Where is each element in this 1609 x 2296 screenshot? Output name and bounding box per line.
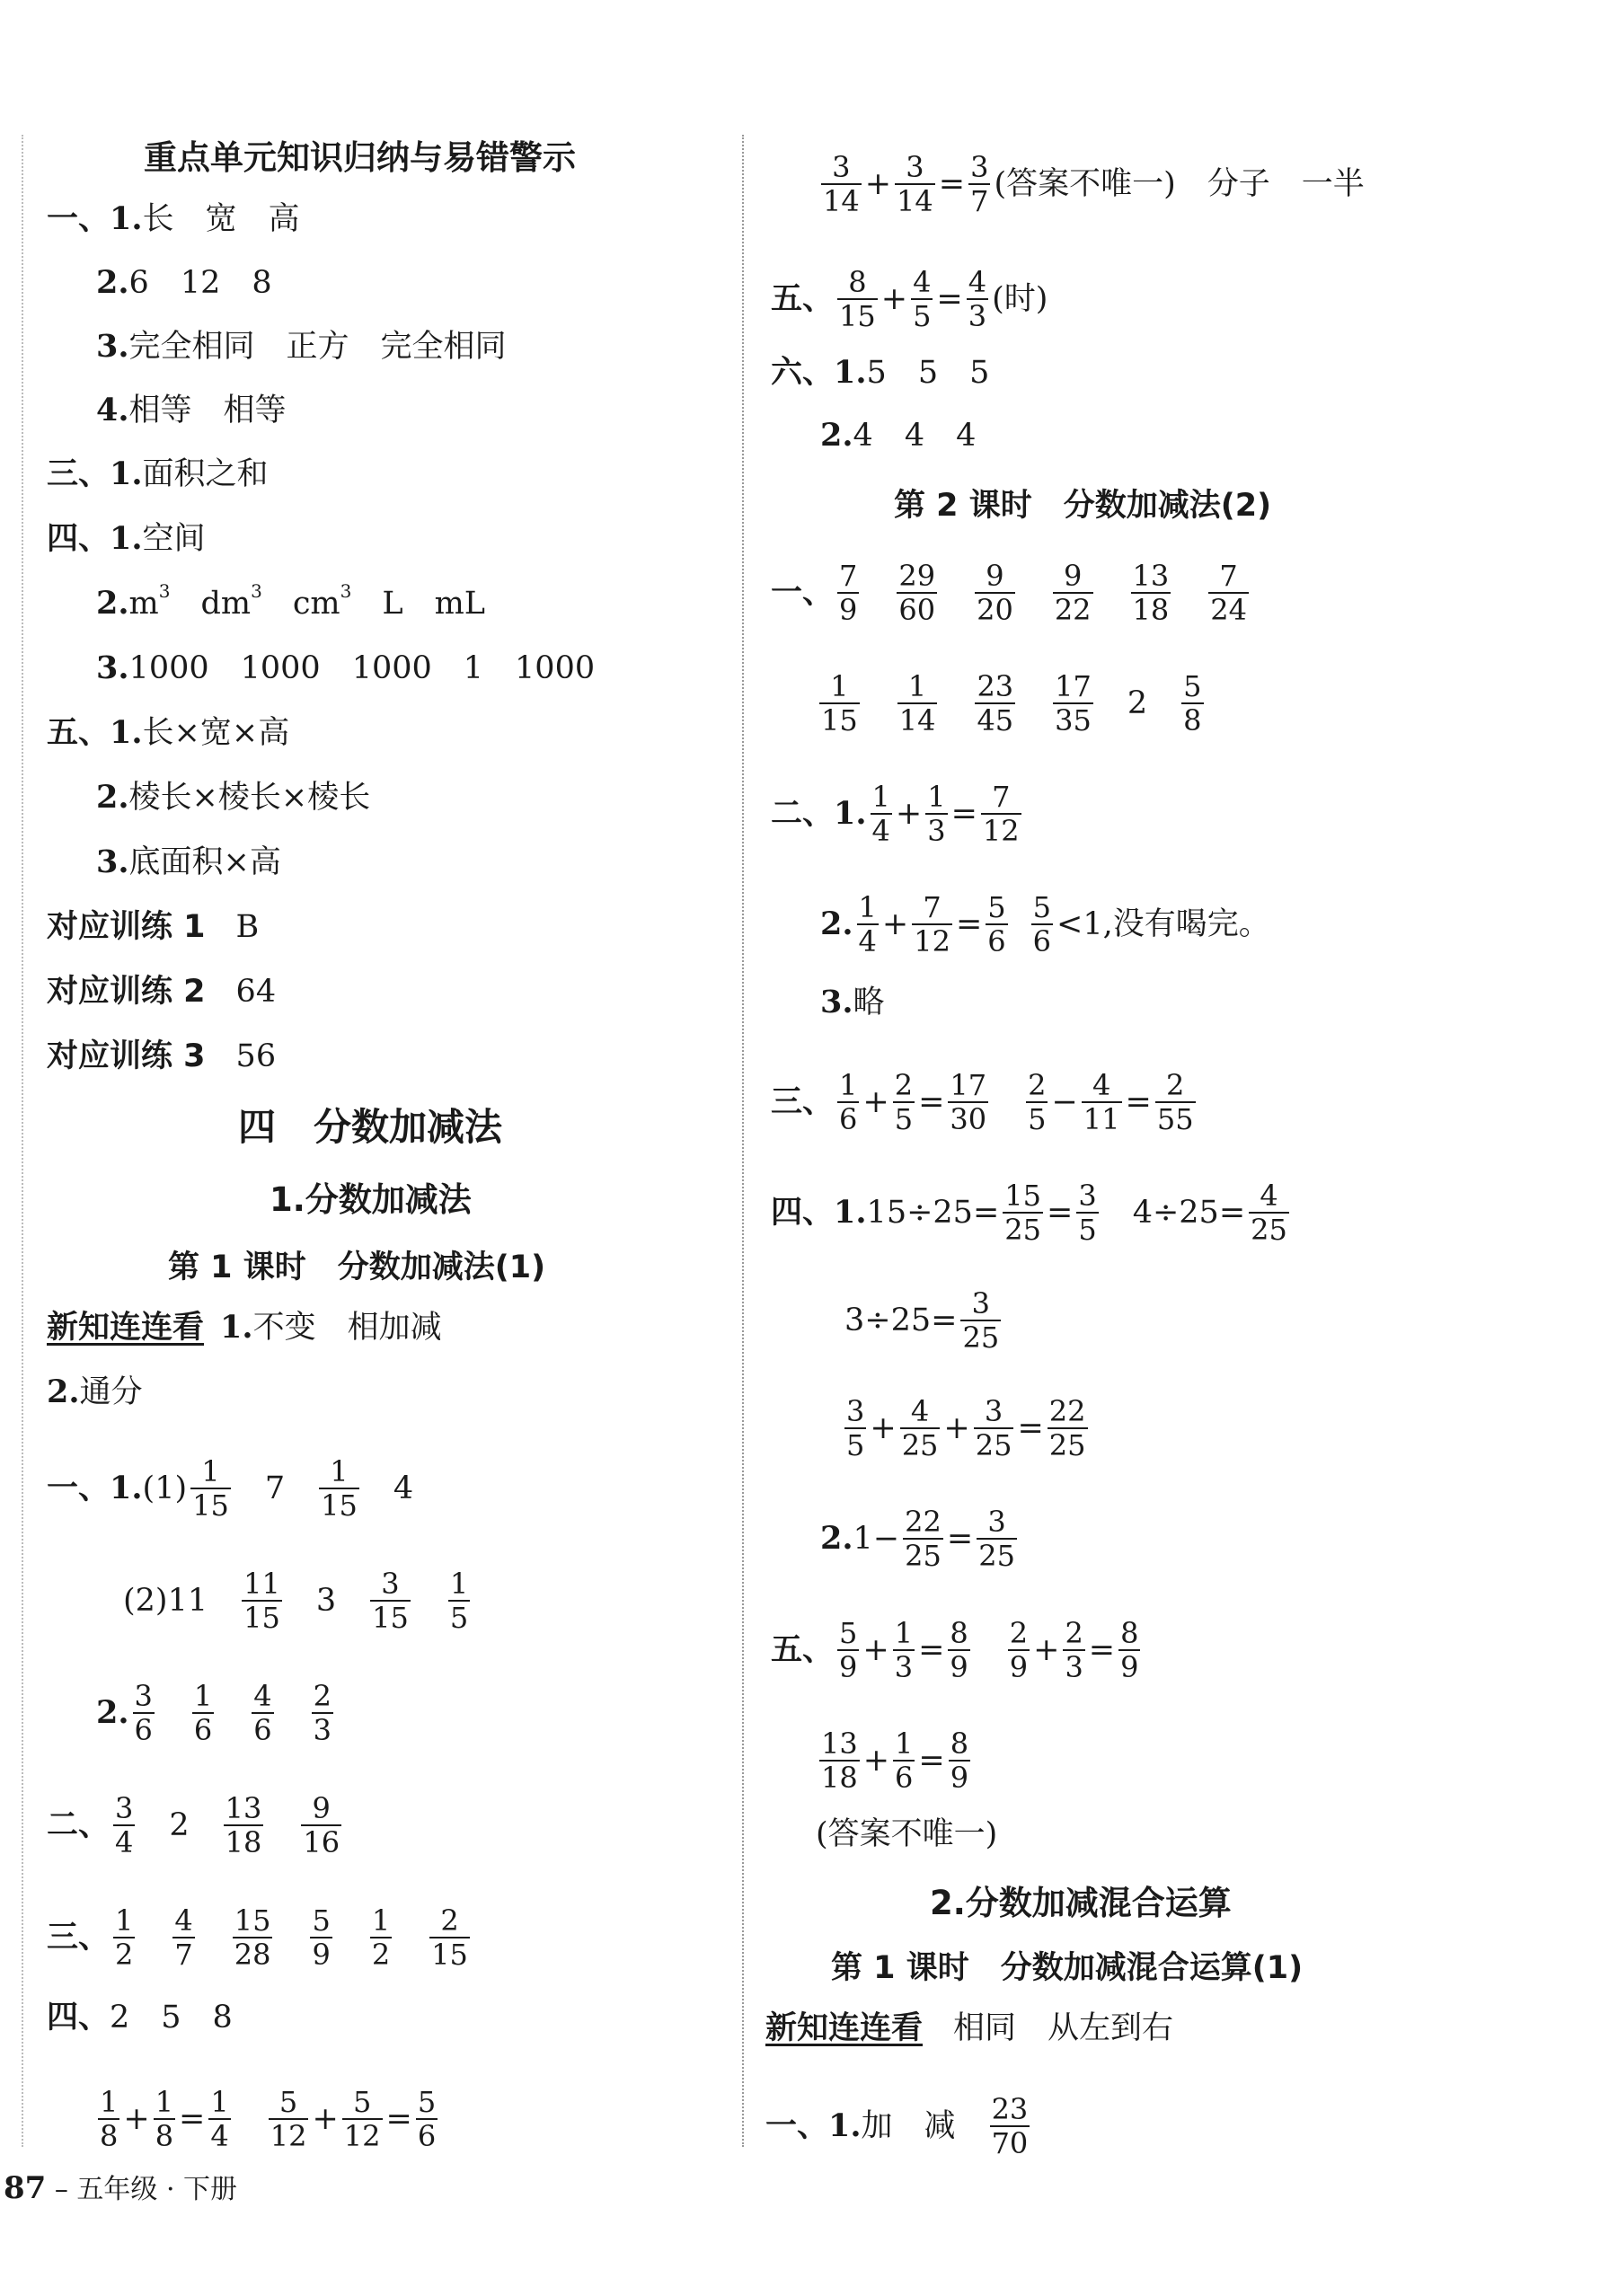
denominator: 8 xyxy=(100,2119,119,2153)
denominator: 14 xyxy=(897,184,933,218)
numerator: 7 xyxy=(923,890,942,924)
numerator: 3 xyxy=(906,150,924,184)
fraction xyxy=(1208,560,1249,626)
numerator: 23 xyxy=(977,669,1014,703)
answer-line-fractions: 一、1. 加 减 $\frac{23}{70}$ xyxy=(765,2092,1029,2160)
answer-line-units: 2. m 3 dm 3 cm 3 L mL xyxy=(96,580,486,622)
denominator: 25 xyxy=(1048,1428,1086,1462)
denominator: 22 xyxy=(1054,593,1092,627)
numerator: 8 xyxy=(950,1726,969,1761)
numerator: 1 xyxy=(155,2085,174,2119)
fraction xyxy=(370,1567,411,1634)
denominator: 15 xyxy=(431,1938,468,1972)
numerator: 3 xyxy=(134,1679,153,1713)
fraction xyxy=(154,2086,175,2152)
fraction xyxy=(310,1904,332,1971)
fraction xyxy=(837,560,859,626)
fraction xyxy=(1181,670,1203,737)
fraction xyxy=(960,1287,1001,1354)
answer-line-fractions: 二、 $\frac{3}{4}$ 2 $\frac{13}{18}$ $\frac{9}{16}$ xyxy=(47,1791,340,1859)
fraction xyxy=(893,1727,915,1794)
denominator: 45 xyxy=(977,703,1014,737)
denominator: 14 xyxy=(823,184,860,218)
numerator: 2 xyxy=(1065,1616,1083,1650)
denominator: 30 xyxy=(950,1102,987,1136)
equation-line: 二、1. $\frac{1}{4}$ + $\frac{1}{3}$ = $\frac{7}{12}$ xyxy=(771,780,1020,848)
numerator: 2 xyxy=(894,1068,914,1102)
denominator: 5 xyxy=(846,1428,865,1462)
answer-line: 五、1. 长×宽×高 xyxy=(47,714,290,751)
numerator: 7 xyxy=(992,780,1011,814)
fraction xyxy=(1053,670,1093,737)
answer-line: 3. 底面积×高 xyxy=(96,843,281,880)
numerator: 2 xyxy=(440,1903,459,1938)
equation-line: 2. 1 − $\frac{22}{25}$ = $\frac{3}{25}$ xyxy=(820,1505,1015,1573)
denominator: 25 xyxy=(975,1428,1012,1462)
fraction xyxy=(370,1904,392,1971)
page-number: 87 xyxy=(4,2170,47,2206)
equation-line: 3÷25 = $\frac{3}{25}$ xyxy=(844,1286,1000,1355)
denominator: 6 xyxy=(193,1713,213,1747)
denominator: 4 xyxy=(871,814,890,848)
fraction xyxy=(974,1395,1014,1461)
equation-line: $\frac{1}{8}$ + $\frac{1}{8}$ = $\frac{1}{4}$ $\frac{5}{12}$ + $\frac{5}{12}$ = $\frac{5}{6}$ xyxy=(100,2085,437,2153)
fraction xyxy=(113,1904,135,1971)
numerator: 8 xyxy=(848,265,867,299)
training-answer: 对应训练 2 64 xyxy=(47,974,277,1010)
numerator: 5 xyxy=(1183,669,1202,703)
denominator: 5 xyxy=(894,1102,914,1136)
denominator: 9 xyxy=(312,1938,331,1972)
fraction xyxy=(897,670,938,737)
fraction xyxy=(133,1680,155,1746)
denominator: 25 xyxy=(1004,1213,1041,1247)
numerator: 9 xyxy=(986,559,1004,593)
fraction xyxy=(837,266,878,332)
denominator: 60 xyxy=(898,593,936,627)
denominator: 9 xyxy=(1009,1650,1029,1684)
denominator: 2 xyxy=(371,1938,391,1972)
fraction xyxy=(269,2086,309,2152)
denominator: 15 xyxy=(243,1601,280,1635)
equation-line: 五、 $\frac{8}{15}$ + $\frac{4}{5}$ = $\frac{4}{3}$ (时) xyxy=(771,265,1048,333)
denominator: 25 xyxy=(901,1428,939,1462)
answer-line: 3. 1000 1000 1000 1 1000 xyxy=(96,649,596,686)
denominator: 6 xyxy=(1032,924,1051,958)
denominator: 3 xyxy=(894,1650,914,1684)
fraction xyxy=(1118,1617,1140,1683)
fraction xyxy=(1131,560,1171,626)
numerator: 4 xyxy=(253,1679,272,1713)
numerator: 13 xyxy=(225,1791,262,1825)
fraction xyxy=(903,1506,943,1572)
fraction xyxy=(224,1792,264,1859)
column-divider xyxy=(742,135,744,2147)
denominator: 5 xyxy=(1078,1213,1097,1247)
fraction xyxy=(312,1680,333,1746)
fraction xyxy=(192,1680,214,1746)
denominator: 16 xyxy=(303,1825,340,1859)
fraction xyxy=(844,1395,866,1461)
fraction xyxy=(837,1617,859,1683)
denominator: 9 xyxy=(839,593,858,627)
numerator: 3 xyxy=(846,1394,865,1428)
fraction xyxy=(975,560,1015,626)
numerator: 9 xyxy=(312,1791,331,1825)
denominator: 18 xyxy=(1132,593,1170,627)
numerator: 3 xyxy=(971,1286,990,1320)
fraction xyxy=(319,1455,359,1522)
fraction xyxy=(871,781,892,847)
numerator: 3 xyxy=(970,150,989,184)
numerator: 13 xyxy=(1132,559,1170,593)
answer-line: 2. 4 4 4 xyxy=(820,417,977,454)
numerator: 17 xyxy=(950,1068,987,1102)
denominator: 14 xyxy=(898,703,936,737)
fraction xyxy=(416,2086,438,2152)
denominator: 6 xyxy=(417,2119,437,2153)
answer-line: 三、1. 面积之和 xyxy=(47,455,269,492)
fraction xyxy=(981,781,1021,847)
fraction xyxy=(172,1904,194,1971)
answer-line: 2. 6 12 8 xyxy=(96,264,272,301)
numerator: 4 xyxy=(913,265,932,299)
denominator: 28 xyxy=(234,1938,271,1972)
denominator: 5 xyxy=(449,1601,469,1635)
equation-line: $\frac{3}{14}$ + $\frac{3}{14}$ = $\frac{3}{7}$ (答案不唯一) 分子 一半 xyxy=(823,150,1365,218)
denominator: 3 xyxy=(927,814,946,848)
denominator: 20 xyxy=(977,593,1013,627)
denominator: 2 xyxy=(115,1938,134,1972)
numerator: 1 xyxy=(193,1679,213,1713)
equation-line: 五、 $\frac{5}{9}$ + $\frac{1}{3}$ = $\frac{8}{9}$ $\frac{2}{9}$ + $\frac{2}{3}$ = $\frac{8}{9}$ xyxy=(771,1616,1139,1684)
equation-line: 三、 $\frac{1}{6}$ + $\frac{2}{5}$ = $\frac{17}{30}$ $\frac{2}{5}$ − $\frac{4}{11}$ = $\frac{2}{55}$ xyxy=(771,1068,1194,1136)
fraction xyxy=(948,1617,969,1683)
denominator: 9 xyxy=(950,1761,969,1795)
numerator: 4 xyxy=(910,1394,930,1428)
fraction xyxy=(895,151,935,217)
answer-line-fractions: 三、 $\frac{1}{2}$ $\frac{4}{7}$ $\frac{15}{28}$ $\frac{5}{9}$ $\frac{1}{2}$ $\frac{2}{15}$ xyxy=(47,1903,468,1972)
numerator: 5 xyxy=(1032,890,1051,924)
fraction xyxy=(1076,1179,1098,1246)
denominator: 6 xyxy=(895,1761,914,1795)
numerator: 1 xyxy=(371,1903,391,1938)
fraction xyxy=(990,2093,1030,2159)
equation-line: $\frac{13}{18}$ + $\frac{1}{6}$ = $\frac{8}{9}$ xyxy=(821,1726,969,1795)
answer-line: 四、1. 空间 xyxy=(47,520,206,557)
answer-line: 一、1. 长 宽 高 xyxy=(47,200,300,237)
fraction xyxy=(1249,1179,1289,1246)
numerator: 1 xyxy=(871,780,890,814)
fraction xyxy=(1155,1069,1196,1135)
denominator: 12 xyxy=(982,814,1020,848)
lesson-title: 第 1 课时 分数加减法(1) xyxy=(168,1250,546,1285)
denominator: 6 xyxy=(987,924,1006,958)
fraction xyxy=(819,1727,860,1794)
numerator: 1 xyxy=(894,1616,914,1650)
numerator: 29 xyxy=(898,559,936,593)
denominator: 7 xyxy=(970,184,989,218)
fraction xyxy=(1082,1069,1122,1135)
answer-line: 六、1. 5 5 5 xyxy=(771,354,990,391)
denominator: 6 xyxy=(253,1713,272,1747)
section-title: 2.分数加减混合运算 xyxy=(930,1884,1232,1922)
answer-line: 3. 完全相同 正方 完全相同 xyxy=(96,328,507,365)
answer-line: 4. 相等 相等 xyxy=(96,392,287,428)
fraction xyxy=(233,1904,273,1971)
answer-line-fractions: (2)11 $\frac{11}{15}$ 3 $\frac{3}{15}$ $\frac{1}{5}$ xyxy=(123,1567,469,1635)
denominator: 25 xyxy=(1251,1213,1287,1247)
answer-line: 四、 2 5 8 xyxy=(47,1999,233,2035)
numerator: 3 xyxy=(832,150,851,184)
fraction xyxy=(342,2086,383,2152)
answer-line-fractions: 一、1. (1) $\frac{1}{15}$ 7 $\frac{1}{15}$ 4 xyxy=(47,1454,414,1523)
fraction xyxy=(925,781,947,847)
numerator: 3 xyxy=(381,1567,400,1601)
numerator: 3 xyxy=(984,1394,1003,1428)
numerator: 5 xyxy=(312,1903,331,1938)
fraction xyxy=(1031,891,1053,958)
numerator: 22 xyxy=(1048,1394,1086,1428)
numerator: 3 xyxy=(1078,1179,1097,1213)
fraction xyxy=(900,1395,941,1461)
summary-title: 重点单元知识归纳与易错警示 xyxy=(144,138,576,177)
fraction xyxy=(819,670,860,737)
denominator: 18 xyxy=(225,1825,262,1859)
numerator: 1 xyxy=(907,669,927,703)
denominator: 15 xyxy=(321,1488,358,1523)
fraction xyxy=(893,1617,915,1683)
fraction xyxy=(897,560,937,626)
numerator: 8 xyxy=(1120,1616,1139,1650)
fraction xyxy=(1048,1395,1088,1461)
denominator: 5 xyxy=(913,299,932,333)
numerator: 5 xyxy=(278,2085,298,2119)
fraction xyxy=(911,266,933,332)
fraction xyxy=(893,1069,915,1135)
section-title: 1.分数加减法 xyxy=(270,1180,472,1219)
answer-note: (答案不唯一) xyxy=(816,1816,998,1852)
fraction xyxy=(968,151,990,217)
denominator: 55 xyxy=(1156,1102,1194,1136)
fraction xyxy=(986,891,1007,958)
answer-line-fractions: 2. $\frac{3}{6}$ $\frac{1}{6}$ $\frac{4}{6}$ $\frac{2}{3}$ xyxy=(96,1679,332,1747)
training-answer: 对应训练 1 B xyxy=(47,909,260,945)
numerator: 3 xyxy=(987,1505,1006,1539)
denominator: 12 xyxy=(270,2119,307,2153)
fraction xyxy=(1053,560,1093,626)
fraction xyxy=(967,266,988,332)
fraction xyxy=(1008,1617,1030,1683)
denominator: 4 xyxy=(858,924,877,958)
numerator: 17 xyxy=(1055,669,1092,703)
denominator: 70 xyxy=(991,2126,1029,2160)
denominator: 12 xyxy=(343,2119,381,2153)
fraction xyxy=(301,1792,341,1859)
denominator: 3 xyxy=(1065,1650,1083,1684)
denominator: 6 xyxy=(134,1713,153,1747)
numerator: 23 xyxy=(991,2092,1029,2126)
fraction xyxy=(113,1792,135,1859)
numerator: 22 xyxy=(905,1505,942,1539)
fraction xyxy=(949,1727,970,1794)
denominator: 9 xyxy=(950,1650,968,1684)
denominator: 8 xyxy=(1183,703,1202,737)
fraction xyxy=(429,1904,470,1971)
numerator: 1 xyxy=(201,1454,220,1488)
numerator: 1 xyxy=(858,890,877,924)
denominator: 15 xyxy=(821,703,858,737)
fraction xyxy=(857,891,879,958)
answer-line: 2. 通分 xyxy=(47,1373,143,1410)
chapter-title: 四 分数加减法 xyxy=(238,1105,503,1149)
numerator: 2 xyxy=(1166,1068,1185,1102)
numerator: 4 xyxy=(968,265,987,299)
fraction xyxy=(98,2086,119,2152)
denominator: 3 xyxy=(313,1713,332,1747)
answer-line: 2. 棱长×棱长×棱长 xyxy=(96,779,371,816)
fraction xyxy=(975,670,1015,737)
denominator: 25 xyxy=(962,1320,1000,1355)
numerator: 1 xyxy=(449,1567,469,1601)
denominator: 9 xyxy=(839,1650,858,1684)
answer-line: 3. 略 xyxy=(820,984,885,1020)
new-knowledge-line: 新知连连看 相同 从左到右 xyxy=(765,2010,1174,2046)
denominator: 5 xyxy=(1028,1102,1047,1136)
numerator: 5 xyxy=(987,890,1006,924)
denominator: 25 xyxy=(978,1539,1015,1573)
left-margin-line xyxy=(22,135,23,2147)
numerator: 4 xyxy=(174,1903,193,1938)
numerator: 5 xyxy=(352,2085,372,2119)
denominator: 15 xyxy=(839,299,876,333)
fraction xyxy=(190,1455,231,1522)
fraction xyxy=(252,1680,273,1746)
denominator: 18 xyxy=(821,1761,858,1795)
fraction xyxy=(837,1069,859,1135)
fraction xyxy=(1063,1617,1084,1683)
new-knowledge-line: 新知连连看 1. 不变 相加减 xyxy=(47,1309,442,1346)
fraction xyxy=(1026,1069,1048,1135)
denominator: 8 xyxy=(155,2119,174,2153)
denominator: 12 xyxy=(914,924,950,958)
equation-line: 四、1. 15÷25 = $\frac{15}{25}$ = $\frac{3}{5}$ 4÷25 = $\frac{4}{25}$ xyxy=(771,1179,1287,1247)
numerator: 1 xyxy=(115,1903,134,1938)
numerator: 8 xyxy=(950,1616,968,1650)
numerator: 11 xyxy=(243,1567,280,1601)
numerator: 2 xyxy=(1009,1616,1029,1650)
answer-line-fractions: $\frac{1}{15}$ $\frac{1}{14}$ $\frac{23}{45}$ $\frac{17}{35}$ 2 $\frac{5}{8}$ xyxy=(821,669,1202,737)
fraction xyxy=(1003,1179,1043,1246)
denominator: 9 xyxy=(1120,1650,1139,1684)
denominator: 7 xyxy=(174,1938,193,1972)
fraction xyxy=(208,2086,230,2152)
denominator: 15 xyxy=(372,1601,409,1635)
denominator: 15 xyxy=(192,1488,229,1523)
training-answer: 对应训练 3 56 xyxy=(47,1038,277,1074)
denominator: 4 xyxy=(210,2119,229,2153)
denominator: 35 xyxy=(1055,703,1092,737)
numerator: 1 xyxy=(330,1454,349,1488)
fraction xyxy=(912,891,952,958)
numerator: 1 xyxy=(927,780,946,814)
numerator: 1 xyxy=(839,1068,858,1102)
numerator: 9 xyxy=(1063,559,1083,593)
numerator: 13 xyxy=(821,1726,858,1761)
numerator: 2 xyxy=(1028,1068,1047,1102)
numerator: 15 xyxy=(234,1903,271,1938)
equation-line: 2. $\frac{1}{4}$ + $\frac{7}{12}$ = $\frac{5}{6}$ $\frac{5}{6}$ <1,没有喝完。 xyxy=(820,890,1270,958)
denominator: 6 xyxy=(839,1102,858,1136)
numerator: 3 xyxy=(115,1791,134,1825)
numerator: 2 xyxy=(313,1679,332,1713)
numerator: 1 xyxy=(210,2085,229,2119)
numerator: 1 xyxy=(895,1726,914,1761)
grade-label: 五年级 · 下册 xyxy=(76,2174,238,2205)
fraction xyxy=(242,1567,282,1634)
numerator: 5 xyxy=(839,1616,858,1650)
numerator: 1 xyxy=(830,669,849,703)
lesson-title: 第 2 课时 分数加减法(2) xyxy=(894,488,1272,524)
numerator: 15 xyxy=(1004,1179,1041,1213)
denominator: 11 xyxy=(1083,1102,1120,1136)
numerator: 4 xyxy=(1260,1179,1278,1213)
denominator: 4 xyxy=(115,1825,134,1859)
fraction xyxy=(821,151,862,217)
numerator: 7 xyxy=(839,559,858,593)
denominator: 25 xyxy=(905,1539,942,1573)
fraction xyxy=(948,1069,988,1135)
page-footer: 87 – 五年级 · 下册 xyxy=(4,2170,238,2206)
answer-line-fractions: 一、 $\frac{7}{9}$ $\frac{29}{60}$ $\frac{9}{20}$ $\frac{9}{22}$ $\frac{13}{18}$ $\frac{7}{24}$ xyxy=(771,559,1247,627)
numerator: 1 xyxy=(100,2085,119,2119)
lesson-title: 第 1 课时 分数加减混合运算(1) xyxy=(831,1950,1304,1986)
fraction xyxy=(448,1567,470,1634)
numerator: 4 xyxy=(1092,1068,1111,1102)
fraction xyxy=(977,1506,1017,1572)
equation-line: $\frac{3}{5}$ + $\frac{4}{25}$ + $\frac{3}{25}$ = $\frac{22}{25}$ xyxy=(846,1394,1086,1462)
denominator: 24 xyxy=(1210,593,1247,627)
numerator: 5 xyxy=(417,2085,437,2119)
denominator: 3 xyxy=(968,299,987,333)
numerator: 7 xyxy=(1219,559,1238,593)
